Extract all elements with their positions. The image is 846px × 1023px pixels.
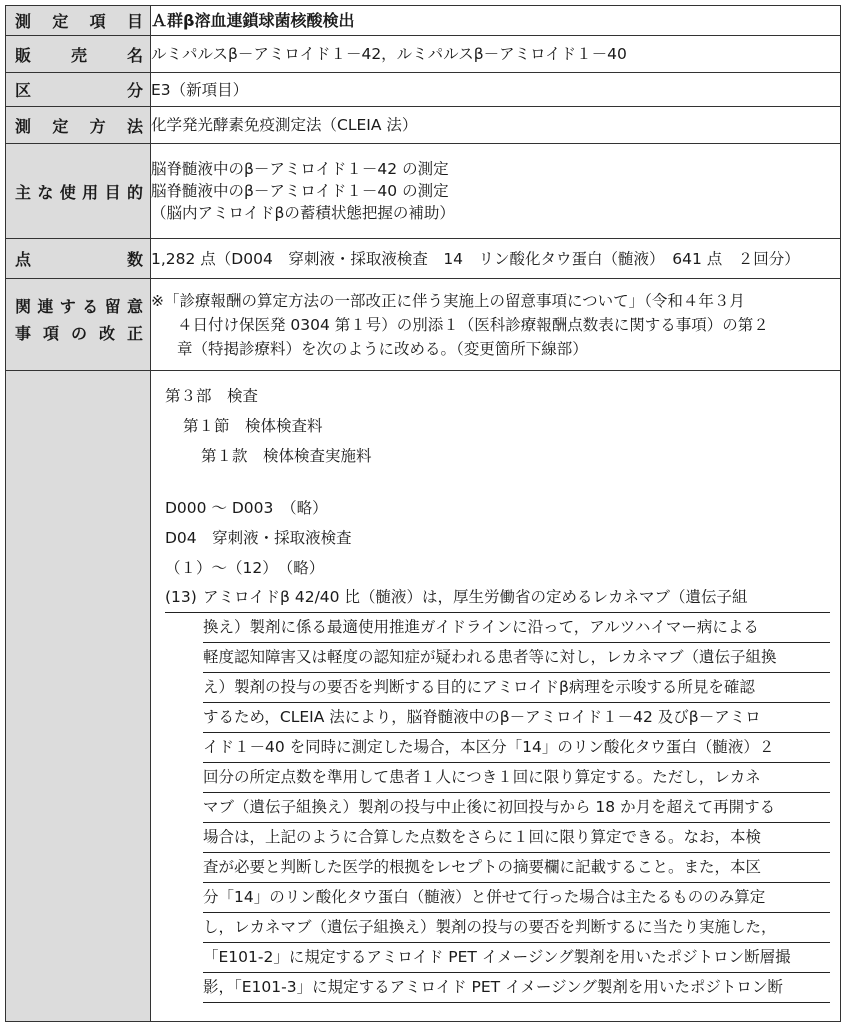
label-char: 改 [98, 324, 115, 343]
label-char: 連 [37, 297, 54, 316]
note-line: ※「診療報酬の算定方法の一部改正に伴う実施上の留意事項について」（令和４年３月 [151, 291, 745, 310]
label-char: 目 [126, 12, 143, 31]
label-revision [6, 279, 151, 371]
d000-line: D000 ～ D003 （略） [165, 499, 328, 517]
label-char: 項 [89, 12, 106, 31]
label-product-name [6, 36, 151, 73]
label-char: 点 [15, 250, 32, 269]
item13-line: 影，「E101-3」に規定するアミロイド PET イメージング製剤を用いたポジトロン断 [203, 973, 830, 1003]
row-points [6, 239, 841, 279]
value-purpose [151, 144, 841, 239]
value-revision-note [151, 279, 841, 371]
label-method [6, 107, 151, 144]
subsection-heading: 第１款 検体検査実施料 [201, 447, 372, 465]
label-char: 方 [89, 116, 106, 136]
label-points [6, 239, 151, 279]
label-char: 使 [59, 182, 76, 202]
purpose-line: （脳内アミロイドβの蓄積状態把握の補助） [151, 204, 455, 222]
label-char: 項 [42, 324, 59, 343]
item13-line: イド１－40 を同時に測定した場合，本区分「14」のリン酸化タウ蛋白（髄液）２ [203, 733, 830, 763]
label-test-item [6, 6, 151, 36]
info-table [5, 5, 841, 1022]
row-body [6, 371, 841, 1022]
label-char: 分 [126, 81, 143, 100]
label-char: 的 [126, 182, 143, 202]
item13-line: 回分の所定点数を準用して患者１人につき１回に限り算定する。ただし，レカネ [203, 763, 830, 793]
value-points: 1,282 点（D004 穿刺液・採取液検査 14 リン酸化タウ蛋白（髄液） 641 点 ２回分） [151, 239, 841, 279]
value-category: E3（新項目） [151, 73, 841, 107]
label-purpose [6, 144, 151, 239]
item13-line: 査が必要と判断した医学的根拠をレセプトの摘要欄に記載すること。また，本区 [203, 853, 830, 883]
item13-number: (13) [165, 588, 197, 606]
item13-text: アミロイドβ 42/40 比（髄液）は，厚生労働省の定めるレカネマブ（遺伝子組 [203, 588, 748, 606]
item13-line: 分「14」のリン酸化タウ蛋白（髄液）と併せて行った場合は主たるもののみ算定 [203, 883, 830, 913]
item13-line: するため，CLEIA 法により，脳脊髄液中のβ－アミロイド１－42 及びβ－アミロ [203, 703, 830, 733]
label-char: 定 [52, 116, 69, 136]
label-char: な [37, 182, 54, 202]
label-char: 販 [15, 45, 32, 65]
label-char: 区 [15, 81, 32, 100]
item13-line: 換え）製剤に係る最適使用推進ガイドラインに沿って，アルツハイマー病による [203, 613, 830, 643]
revision-body [151, 371, 841, 1022]
label-char: 法 [126, 116, 143, 136]
label-char: 測 [15, 12, 32, 31]
label-char: 売 [70, 45, 87, 65]
label-char: 数 [126, 250, 143, 269]
label-char: 留 [104, 297, 121, 316]
value-method: 化学発光酵素免疫測定法（CLEIA 法） [151, 107, 841, 144]
label-char: の [70, 324, 87, 343]
item13-line: し，レカネマブ（遺伝子組換え）製剤の投与の要否を判断するに当たり実施した， [203, 913, 830, 943]
item13-line: マブ（遺伝子組換え）製剤の投与中止後に初回投与から 18 か月を超えて再開する [203, 793, 830, 823]
label-char: 関 [15, 297, 32, 316]
label-char: す [59, 297, 76, 316]
label-char: 正 [126, 324, 143, 343]
item13-line: 「E101-2」に規定するアミロイド PET イメージング製剤を用いたポジトロン断層撮 [203, 943, 830, 973]
row-product-name [6, 36, 841, 73]
part-heading: 第３部 検査 [165, 387, 259, 405]
label-char: 測 [15, 116, 32, 136]
purpose-line: 脳脊髄液中のβ－アミロイド１－40 の測定 [151, 182, 449, 200]
label-char: 意 [126, 297, 143, 316]
label-char: る [82, 297, 99, 316]
row-purpose [6, 144, 841, 239]
label-char: 事 [15, 324, 32, 343]
value-product-name: ルミパルスβ－アミロイド１－42，ルミパルスβ－アミロイド１－40 [151, 36, 841, 73]
row-category [6, 73, 841, 107]
items-1-12-line: （１）～（12） （略） [165, 559, 325, 577]
label-blank [6, 371, 151, 1022]
label-char: 目 [104, 182, 121, 202]
item-13 [165, 583, 830, 1003]
item13-line [165, 583, 830, 613]
d04-line: D04 穿刺液・採取液検査 [165, 529, 352, 547]
label-char: 主 [15, 182, 32, 202]
label-char: 名 [126, 45, 143, 65]
item13-line: 場合は，上記のように合算した点数をさらに１回に限り算定できる。なお，本検 [203, 823, 830, 853]
value-test-item: Ａ群β溶血連鎖球菌核酸検出 [151, 6, 841, 36]
section-heading: 第１節 検体検査料 [183, 417, 323, 435]
label-char: 定 [52, 12, 69, 31]
row-revision [6, 279, 841, 371]
note-line: 章（特掲診療料）を次のように改める。（変更箇所下線部） [177, 339, 588, 358]
label-category [6, 73, 151, 107]
item13-line: え）製剤の投与の要否を判断する目的にアミロイドβ病理を示唆する所見を確認 [203, 673, 830, 703]
label-char: 用 [82, 182, 99, 202]
row-test-item [6, 6, 841, 36]
revision-note [151, 289, 840, 361]
purpose-line: 脳脊髄液中のβ－アミロイド１－42 の測定 [151, 160, 449, 178]
row-method [6, 107, 841, 144]
note-line: ４日付け保医発 0304 第１号）の別添１（医科診療報酬点数表に関する事項）の第２ [177, 315, 769, 334]
item13-line: 軽度認知障害又は軽度の認知症が疑われる患者等に対し，レカネマブ（遺伝子組換 [203, 643, 830, 673]
